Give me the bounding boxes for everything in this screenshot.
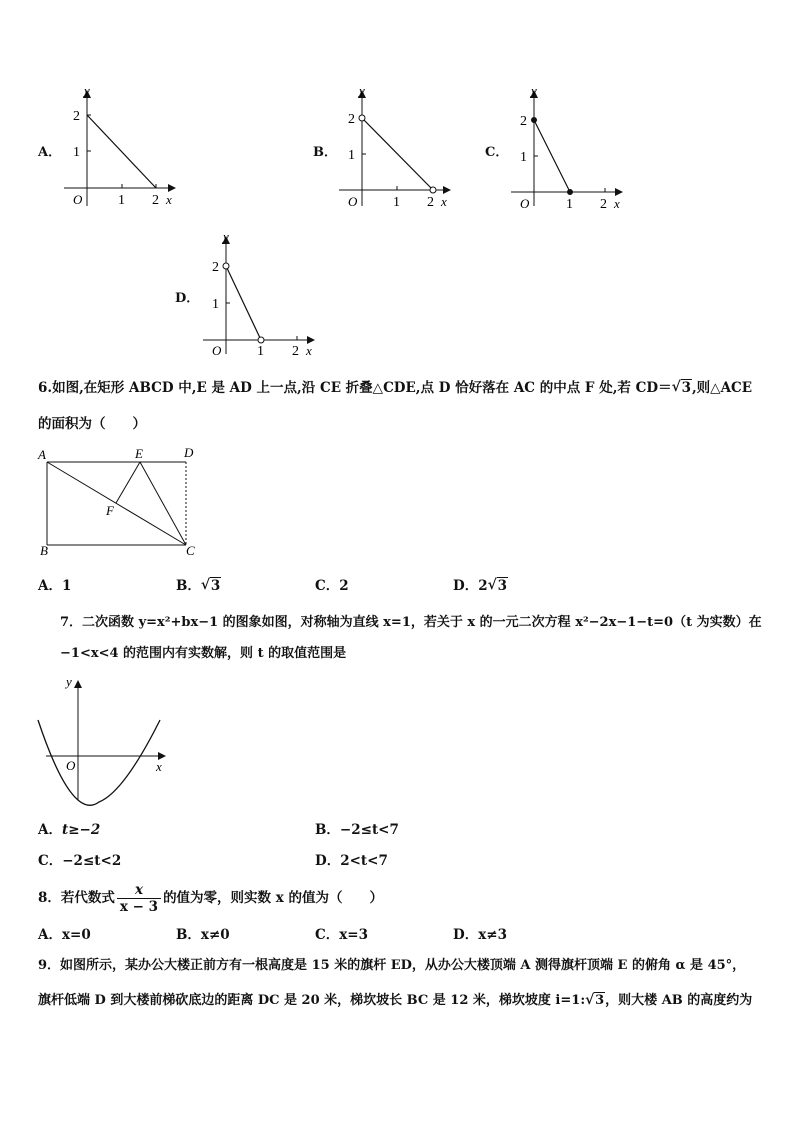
svg-text:x: x xyxy=(614,196,620,210)
svg-text:O: O xyxy=(520,196,530,210)
q8-option-b[interactable]: B．x≠0 xyxy=(176,927,230,943)
graph-line xyxy=(534,120,570,192)
y-axis-arrow-icon xyxy=(74,680,82,688)
svg-text:x: x xyxy=(306,343,312,358)
q7-option-b[interactable]: B．−2≤t<7 xyxy=(315,822,399,838)
label-d: D xyxy=(184,445,194,460)
svg-text:2: 2 xyxy=(348,112,355,127)
label-a: A xyxy=(38,447,46,462)
svg-text:2: 2 xyxy=(427,195,434,210)
q8-option-a[interactable]: A．x=0 xyxy=(38,927,91,943)
q5-graph-a xyxy=(60,82,185,210)
q7-stem-line2: −1<x<4 的范围内有实数解，则 t 的取值范围是 xyxy=(60,646,347,661)
diagonal-ac xyxy=(47,462,186,545)
x-axis-arrow-icon xyxy=(168,184,176,192)
q6-rectangle-figure xyxy=(36,445,206,557)
svg-text:O: O xyxy=(212,343,222,358)
tick-x1: 1 xyxy=(118,193,125,208)
svg-text:2: 2 xyxy=(292,344,299,358)
x-axis-arrow-icon xyxy=(443,186,451,194)
svg-text:1: 1 xyxy=(348,148,355,163)
open-point-icon xyxy=(430,187,436,193)
q6-option-b[interactable]: B．√ 3 xyxy=(176,577,221,595)
svg-text:O: O xyxy=(348,194,358,209)
label-e: E xyxy=(135,446,143,461)
svg-text:y: y xyxy=(531,83,537,98)
svg-text:x: x xyxy=(441,194,447,209)
q6-option-c[interactable]: C．2 xyxy=(315,578,349,594)
q6-option-d[interactable]: D．2√ 3 xyxy=(453,577,508,595)
x-axis-arrow-icon xyxy=(615,188,623,196)
q7-stem-line1: 7．二次函数 y=x²+bx−1 的图象如图，对称轴为直线 x=1，若关于 x 的一元二次方程 x²−2x−1−t=0（t 为实数）在 xyxy=(60,615,762,630)
svg-text:2: 2 xyxy=(212,260,219,275)
q6-stem-line2: 的面积为（ ） xyxy=(38,416,146,432)
graph-line xyxy=(362,118,433,190)
tick-y2: 2 xyxy=(73,109,80,124)
x-label: x xyxy=(166,192,172,207)
label-c: C xyxy=(186,543,195,557)
svg-text:1: 1 xyxy=(520,150,527,165)
q7-option-a[interactable]: A．t≥−2 xyxy=(38,822,101,838)
label-b: B xyxy=(40,543,48,557)
svg-text:x: x xyxy=(156,759,162,774)
q5-graph-c xyxy=(507,82,632,210)
q7-parabola-figure xyxy=(34,672,174,806)
tick-x2: 2 xyxy=(152,193,159,208)
svg-text:2: 2 xyxy=(600,197,607,210)
q8-fraction: $\frac{x}{x - 3}$ xyxy=(117,882,161,915)
y-label: y xyxy=(84,83,90,98)
tick-y1: 1 xyxy=(73,145,80,160)
parabola-curve xyxy=(38,720,160,805)
q9-stem-line2: 旗杆低端 D 到大楼前梯砍底边的距离 DC 是 20 米，梯坎坡长 BC 是 12 米，梯坎坡度 i=1:√ 3，则大楼 AB 的高度约为 xyxy=(38,992,752,1010)
q5-option-b-letter: B． xyxy=(313,145,337,160)
solid-point-icon xyxy=(531,117,537,123)
q8-stem: 8．若代数式 $\frac{x}{x - 3}$ 的值为零，则实数 x 的值为（ ） xyxy=(38,881,384,915)
open-point-icon xyxy=(258,337,264,343)
q9-stem-line1: 9．如图所示，某办公大楼正前方有一根高度是 15 米的旗杆 ED，从办公大楼顶端 A 测得旗杆顶端 E 的俯角 α 是 45°， xyxy=(38,958,746,973)
svg-text:1: 1 xyxy=(393,195,400,210)
origin-label: O xyxy=(73,192,83,207)
q5-graph-d xyxy=(199,228,324,358)
label-f: F xyxy=(106,503,114,518)
svg-text:y: y xyxy=(359,83,365,98)
q5-option-c-letter: C． xyxy=(485,145,509,160)
q6-option-a[interactable]: A．1 xyxy=(38,578,72,594)
svg-text:1: 1 xyxy=(212,297,219,312)
q7-option-d[interactable]: D．2<t<7 xyxy=(315,853,388,869)
svg-text:O: O xyxy=(66,758,76,773)
q8-option-d[interactable]: D．x≠3 xyxy=(453,927,507,943)
q8-option-c[interactable]: C．x=3 xyxy=(315,927,369,943)
q6-stem-line1: 6.如图,在矩形 ABCD 中,E 是 AD 上一点,沿 CE 折叠△CDE,点 D 恰好落在 AC 的中点 F 处,若 CD＝√ 3,则△ACE xyxy=(38,379,752,397)
graph-line xyxy=(87,115,156,188)
q5-option-a-letter: A． xyxy=(38,145,62,160)
segment-ef xyxy=(116,462,140,503)
svg-text:2: 2 xyxy=(520,114,527,129)
graph-line xyxy=(226,266,261,340)
svg-text:1: 1 xyxy=(566,197,573,210)
svg-text:y: y xyxy=(223,229,229,244)
solid-point-icon xyxy=(567,189,573,195)
q5-graph-b xyxy=(335,82,460,210)
open-point-icon xyxy=(359,115,365,121)
fold-line-ce xyxy=(140,462,186,545)
svg-text:y: y xyxy=(66,674,72,689)
q5-option-d-letter: D． xyxy=(175,291,200,306)
open-point-icon xyxy=(223,263,229,269)
svg-text:1: 1 xyxy=(257,344,264,358)
q7-option-c[interactable]: C．−2≤t<2 xyxy=(38,853,122,869)
